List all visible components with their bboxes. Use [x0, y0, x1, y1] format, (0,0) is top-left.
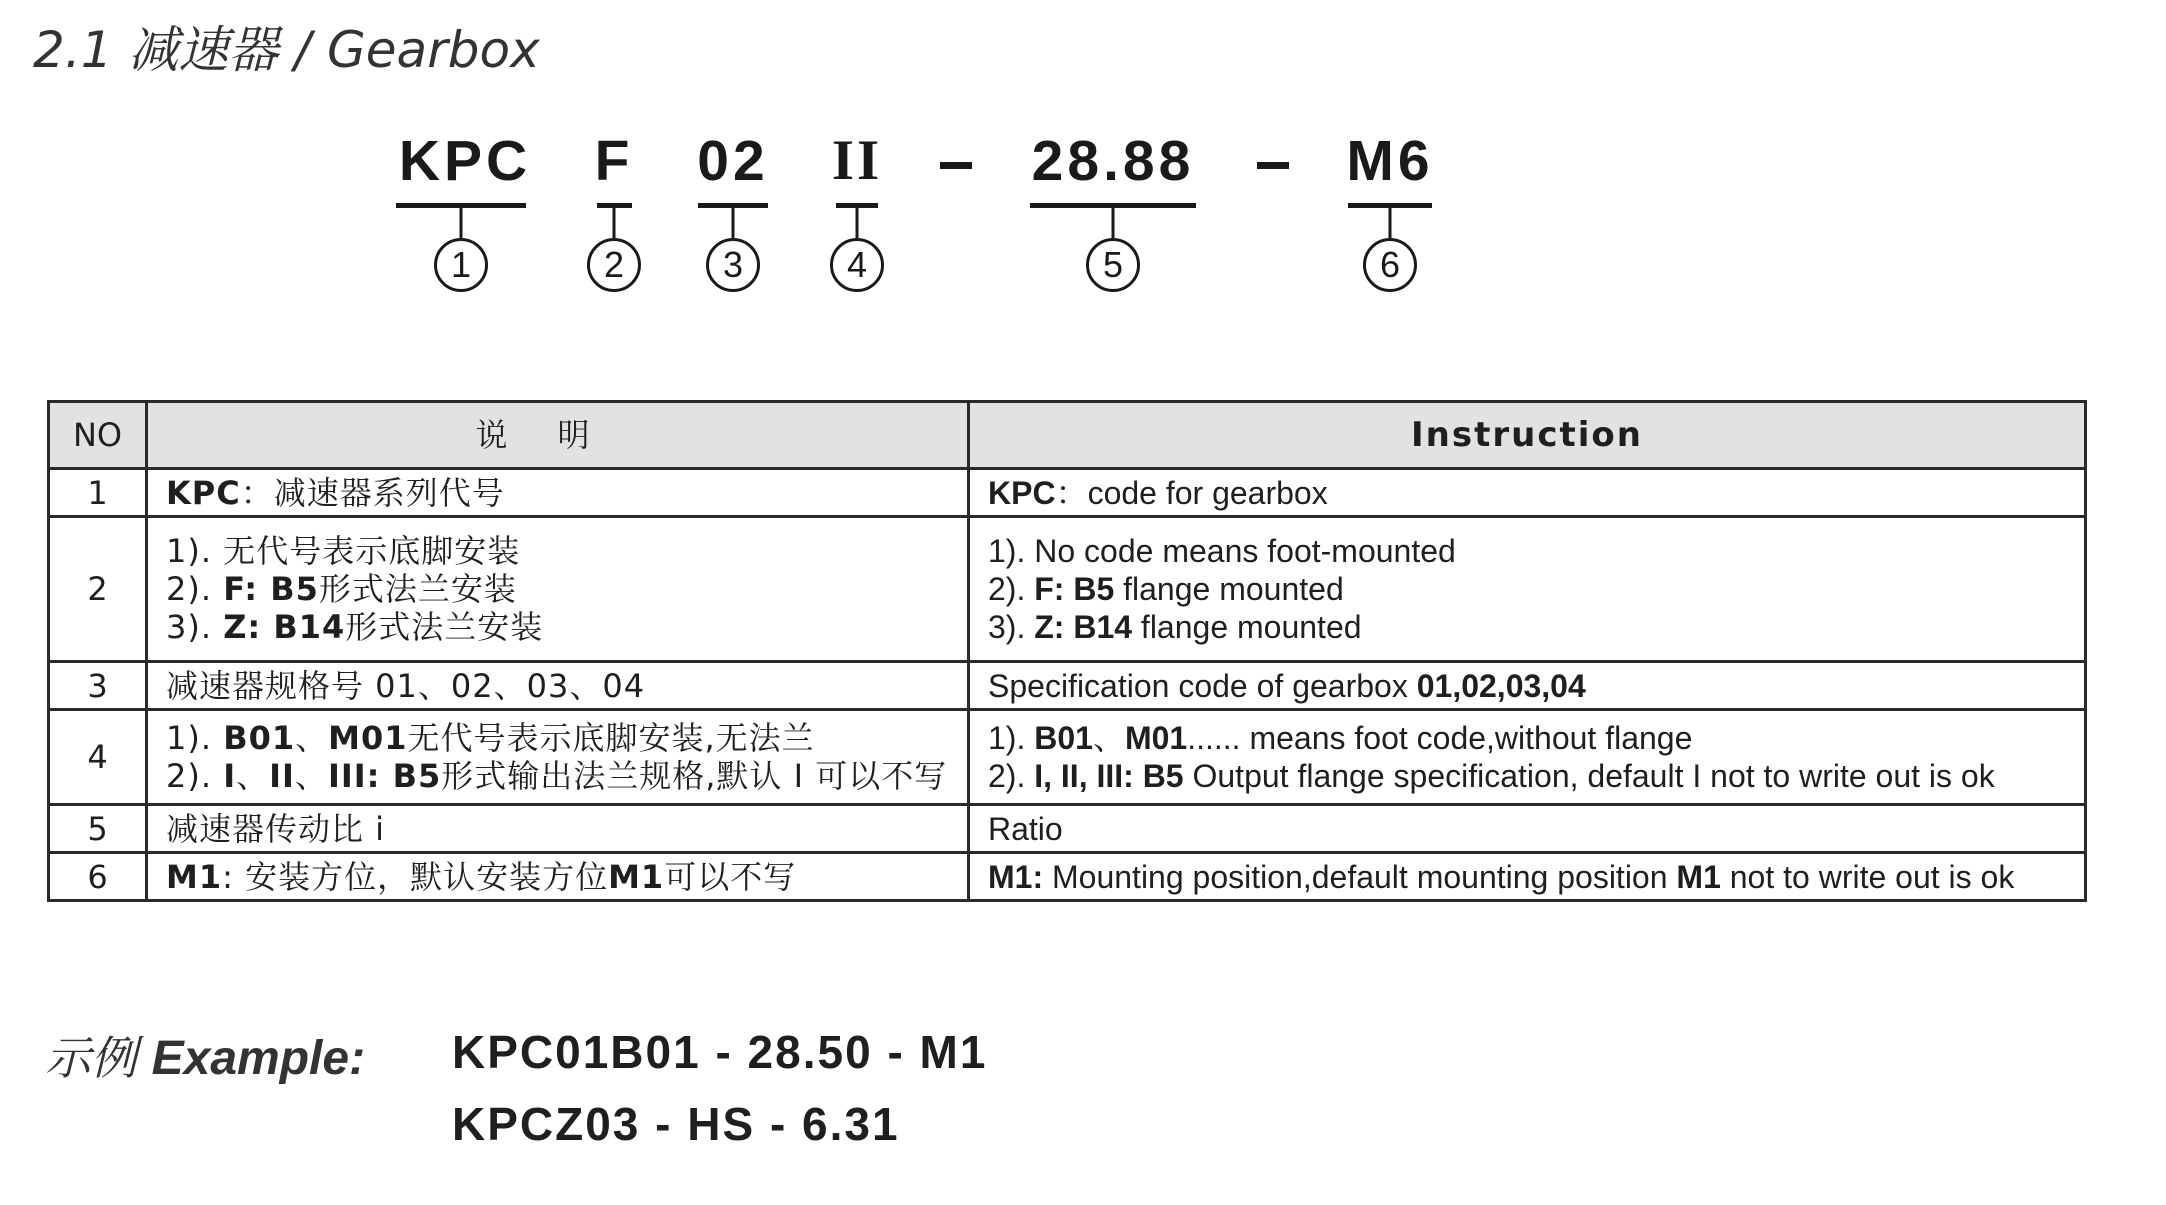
row-description-cn: 1). B01、M01无代号表示底脚安装,无法兰 2). I、II、III: B5形式输出法兰规格,默认 I 可以不写	[147, 710, 969, 805]
row-number: 2	[49, 517, 147, 662]
example-label-en: Example:	[151, 1032, 366, 1085]
row-number: 1	[49, 469, 147, 517]
row-instruction-en: KPC：code for gearbox	[969, 469, 2086, 517]
table-row	[49, 805, 2086, 853]
header-no: NO	[49, 402, 147, 469]
row-number: 6	[49, 853, 147, 901]
code-number-circle: 5	[1086, 238, 1140, 292]
code-stem	[1389, 208, 1392, 238]
table-row	[49, 710, 2086, 805]
code-stem	[732, 208, 735, 238]
header-cn: 说明	[147, 402, 969, 469]
code-number-circle: 1	[434, 238, 488, 292]
code-stem	[613, 208, 616, 238]
table-row	[49, 469, 2086, 517]
spec-table	[47, 400, 2087, 902]
code-number-circle: 2	[587, 238, 641, 292]
code-number-circle: 6	[1363, 238, 1417, 292]
code-stem	[1112, 208, 1115, 238]
code-part-series: KPC	[398, 129, 532, 193]
code-part-mounting: M6	[1346, 129, 1434, 193]
row-instruction-en: 1). No code means foot-mounted 2). F: B5 flange mounted 3). Z: B14 flange mounted	[969, 517, 2086, 662]
header-instruction: Instruction	[969, 402, 2086, 469]
code-stem	[460, 208, 463, 238]
code-part-ratio: 28.88	[1031, 129, 1195, 193]
row-instruction-en: Specification code of gearbox 01,02,03,04	[969, 662, 2086, 710]
code-number-circle: 4	[830, 238, 884, 292]
code-dash	[940, 162, 972, 169]
example-label	[45, 1022, 365, 1088]
row-description-cn: 减速器规格号 01、02、03、04	[147, 662, 969, 710]
table-row	[49, 662, 2086, 710]
table-row	[49, 517, 2086, 662]
code-number-circle: 3	[706, 238, 760, 292]
code-dash	[1257, 162, 1289, 169]
row-number: 5	[49, 805, 147, 853]
row-description-cn: 减速器传动比 i	[147, 805, 969, 853]
code-stem	[856, 208, 859, 238]
row-description-cn: KPC：减速器系列代号	[147, 469, 969, 517]
code-part-flange: F	[594, 129, 634, 193]
example-line: KPC01B01 - 28.50 - M1	[452, 1026, 988, 1078]
example-line: KPCZ03 - HS - 6.31	[452, 1098, 900, 1150]
row-description-cn: M1: 安装方位，默认安装方位M1可以不写	[147, 853, 969, 901]
row-number: 3	[49, 662, 147, 710]
section-title: 2.1 减速器 / Gearbox	[33, 21, 540, 79]
row-description-cn: 1). 无代号表示底脚安装 2). F: B5形式法兰安装 3). Z: B14形式法兰安装	[147, 517, 969, 662]
code-part-size: 02	[697, 129, 769, 193]
example-label-cn: 示例	[45, 1031, 137, 1085]
table-row	[49, 853, 2086, 901]
row-instruction-en: 1). B01、M01...... means foot code,without flange 2). I, II, III: B5 Output flange specification, default I not to write out is ok	[969, 710, 2086, 805]
row-instruction-en: Ratio	[969, 805, 2086, 853]
code-part-output-flange: II	[831, 129, 883, 192]
row-number: 4	[49, 710, 147, 805]
table-header-row	[49, 402, 2086, 469]
row-instruction-en: M1: Mounting position,default mounting position M1 not to write out is ok	[969, 853, 2086, 901]
